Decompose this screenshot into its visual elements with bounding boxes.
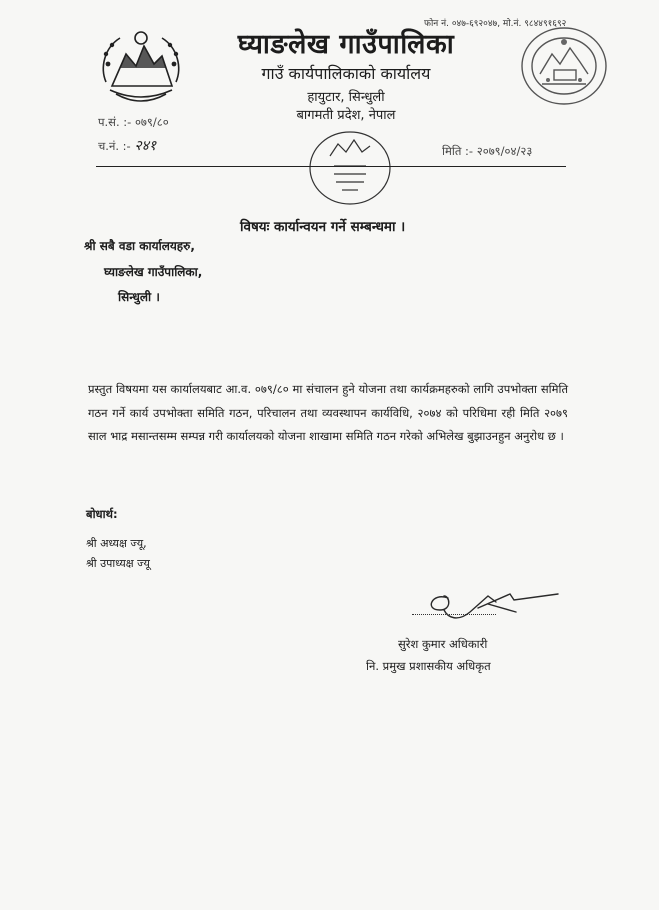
addressee-line3: सिन्धुली । bbox=[118, 290, 160, 304]
signatory-title: नि. प्रमुख प्रशासकीय अधिकृत bbox=[366, 659, 491, 673]
addressee-line2: घ्याङलेख गाउँपालिका, bbox=[104, 265, 203, 279]
cc-item: श्री उपाध्यक्ष ज्यू bbox=[86, 557, 150, 570]
handwritten-signature-icon bbox=[418, 588, 578, 628]
dispatch-number bbox=[98, 136, 156, 155]
letter-date bbox=[442, 144, 532, 159]
office-contact: फोन नं. ०४७-६९२०४७, मो.नं. ९८४४९१६९२ bbox=[424, 19, 567, 29]
office-address-line2: बागमती प्रदेश, नेपाल bbox=[296, 108, 396, 123]
dispatch-value: २४१ bbox=[134, 138, 157, 154]
nepal-emblem-icon bbox=[96, 24, 186, 104]
office-title: घ्याङलेख गाउँपालिका bbox=[237, 29, 455, 60]
date-value: २०७९/०४/२३ bbox=[476, 144, 533, 158]
cc-label: बोधार्थ: bbox=[86, 507, 118, 521]
signatory-name: सुरेश कुमार अधिकारी bbox=[398, 637, 488, 651]
dispatch-label: च.नं. :- bbox=[98, 139, 131, 153]
reference-number bbox=[98, 115, 169, 130]
reference-label: प.सं. :- bbox=[98, 115, 132, 129]
office-stamp-icon bbox=[304, 126, 396, 208]
date-label: मिति :- bbox=[442, 144, 474, 158]
office-address-line1: हायुटार, सिन्धुली bbox=[307, 90, 385, 105]
cc-item: श्री अध्यक्ष ज्यू, bbox=[86, 537, 147, 550]
reference-value: ०७९/८० bbox=[134, 115, 169, 129]
letter-body: प्रस्तुत विषयमा यस कार्यालयबाट आ.व. ०७९/८० मा संचालन हुने योजना तथा कार्यक्रमहरुको लागि उपभोक्ता समिति गठन गर्ने कार्य उपभोक्ता समिति गठन, परिचालन तथा व्यवस्थापन कार्यविधि, २०७४ को परिधिमा रही मिति २०७९ साल भाद्र मसान्तसम्म सम्पन्न गरी कार्यालयको योजना शाखामा समिति गठन गरेको अभिलेख बुझाउनहुन अनुरोध छ । bbox=[88, 382, 568, 443]
signature-line bbox=[412, 614, 496, 615]
municipality-seal-icon bbox=[518, 24, 610, 108]
header-divider bbox=[96, 166, 566, 167]
letter-subject: विषयः कार्यान्वयन गर्ने सम्बन्धमा । bbox=[240, 219, 406, 235]
addressee-line1: श्री सबै वडा कार्यालयहरु, bbox=[84, 239, 195, 253]
office-subtitle: गाउँ कार्यपालिकाको कार्यालय bbox=[261, 64, 431, 83]
